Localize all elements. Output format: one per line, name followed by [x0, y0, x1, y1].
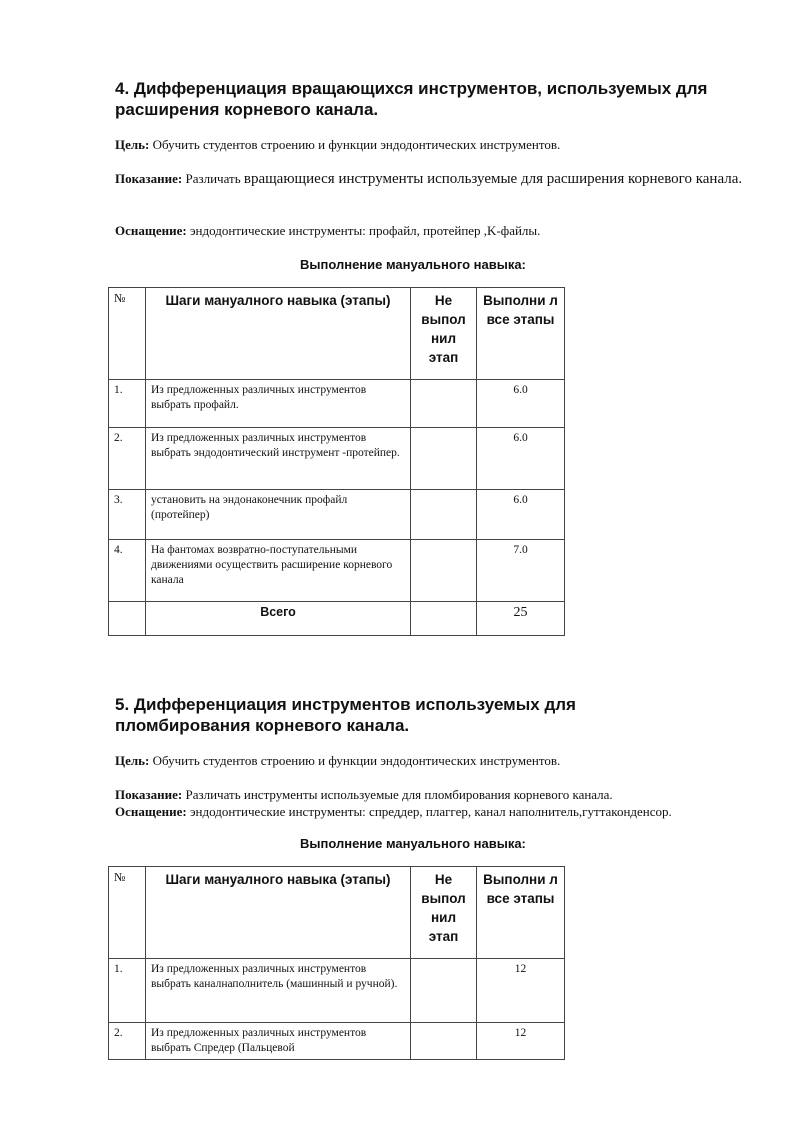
indication-label: Показание: [115, 171, 183, 186]
table-row [109, 428, 565, 490]
row-step: Из предложенных различных инструментов выбрать эндодонтический инструмент -протейпер. [146, 428, 411, 490]
row-not-done [411, 540, 477, 602]
section-5-equipment [115, 803, 755, 820]
row-step: Из предложенных различных инструментов выбрать Спредер (Пальцевой [146, 1023, 411, 1060]
row-not-done [411, 490, 477, 540]
row-num: 2. [109, 1023, 146, 1060]
row-step: На фантомах возвратно-поступательными движениями осуществить расширение корневого канала [146, 540, 411, 602]
header-num: № [109, 288, 146, 380]
header-not-done: Не выпол нил этап [411, 288, 477, 380]
table-row [109, 490, 565, 540]
row-num: 1. [109, 380, 146, 428]
row-done: 6.0 [477, 380, 565, 428]
section-5-meta [115, 752, 715, 822]
section-5-indication [115, 786, 755, 803]
row-not-done [411, 959, 477, 1023]
section-4-table [108, 287, 565, 636]
section-5-title: 5. Дифференциация инструментов используемых для пломбирования корневого канала. [115, 695, 576, 735]
total-value: 25 [477, 602, 565, 636]
row-not-done [411, 1023, 477, 1060]
indication-text: вращающиеся инструменты используемые для расширения корневого канала. [243, 171, 743, 187]
row-not-done [411, 380, 477, 428]
equipment-label: Оснащение: [115, 804, 187, 819]
row-done: 6.0 [477, 428, 565, 490]
equipment-label: Оснащение: [115, 223, 187, 238]
section-5-goal [115, 752, 755, 769]
table-total-row [109, 602, 565, 636]
section-4-goal [115, 136, 755, 153]
table-header-row [109, 288, 565, 380]
row-num: 2. [109, 428, 146, 490]
equipment-text: эндодонтические инструменты: спреддер, плаггер, канал наполнитель,гуттаконденсор. [189, 804, 672, 819]
section-4-title: 4. Дифференциация вращающихся инструментов, используемых для расширения корневого канала. [115, 79, 708, 119]
goal-text: Обучить студентов строению и функции эндодонтических инструментов. [152, 137, 561, 152]
section-5 [115, 694, 715, 736]
total-spacer [109, 602, 146, 636]
row-step: установить на эндонаконечник профайл (протейпер) [146, 490, 411, 540]
table-row [109, 959, 565, 1023]
header-done: Выполни л все этапы [477, 288, 565, 380]
indication-text: Различать инструменты используемые для пломбирования корневого канала. [185, 787, 613, 802]
row-done: 12 [477, 959, 565, 1023]
section-4 [115, 78, 715, 120]
row-num: 4. [109, 540, 146, 602]
row-num: 1. [109, 959, 146, 1023]
header-done: Выполни л все этапы [477, 867, 565, 959]
table-row [109, 380, 565, 428]
row-step: Из предложенных различных инструментов выбрать каналнаполнитель (машинный и ручной). [146, 959, 411, 1023]
header-not-done: Не выпол нил этап [411, 867, 477, 959]
table-row [109, 1023, 565, 1060]
section-5-caption: Выполнение мануального навыка: [300, 836, 526, 851]
row-done: 6.0 [477, 490, 565, 540]
section-4-meta [115, 136, 743, 256]
table-row [109, 540, 565, 602]
goal-label: Цель: [115, 753, 150, 768]
header-num: № [109, 867, 146, 959]
goal-label: Цель: [115, 137, 150, 152]
total-not-done [411, 602, 477, 636]
section-4-equipment [115, 222, 755, 239]
row-not-done [411, 428, 477, 490]
section-4-indication [115, 170, 755, 188]
indication-small: Различать [185, 171, 241, 186]
row-done: 12 [477, 1023, 565, 1060]
row-done: 7.0 [477, 540, 565, 602]
goal-text: Обучить студентов строению и функции эндодонтических инструментов. [152, 753, 561, 768]
header-steps: Шаги мануалного навыка (этапы) [146, 867, 411, 959]
equipment-text: эндодонтические инструменты: профайл, протейпер ,K-файлы. [189, 223, 541, 238]
row-step: Из предложенных различных инструментов выбрать профайл. [146, 380, 411, 428]
section-5-table [108, 866, 565, 1060]
row-num: 3. [109, 490, 146, 540]
table-header-row [109, 867, 565, 959]
header-steps: Шаги мануалного навыка (этапы) [146, 288, 411, 380]
section-4-caption: Выполнение мануального навыка: [300, 257, 526, 272]
total-label: Всего [146, 602, 411, 636]
indication-label: Показание: [115, 787, 183, 802]
